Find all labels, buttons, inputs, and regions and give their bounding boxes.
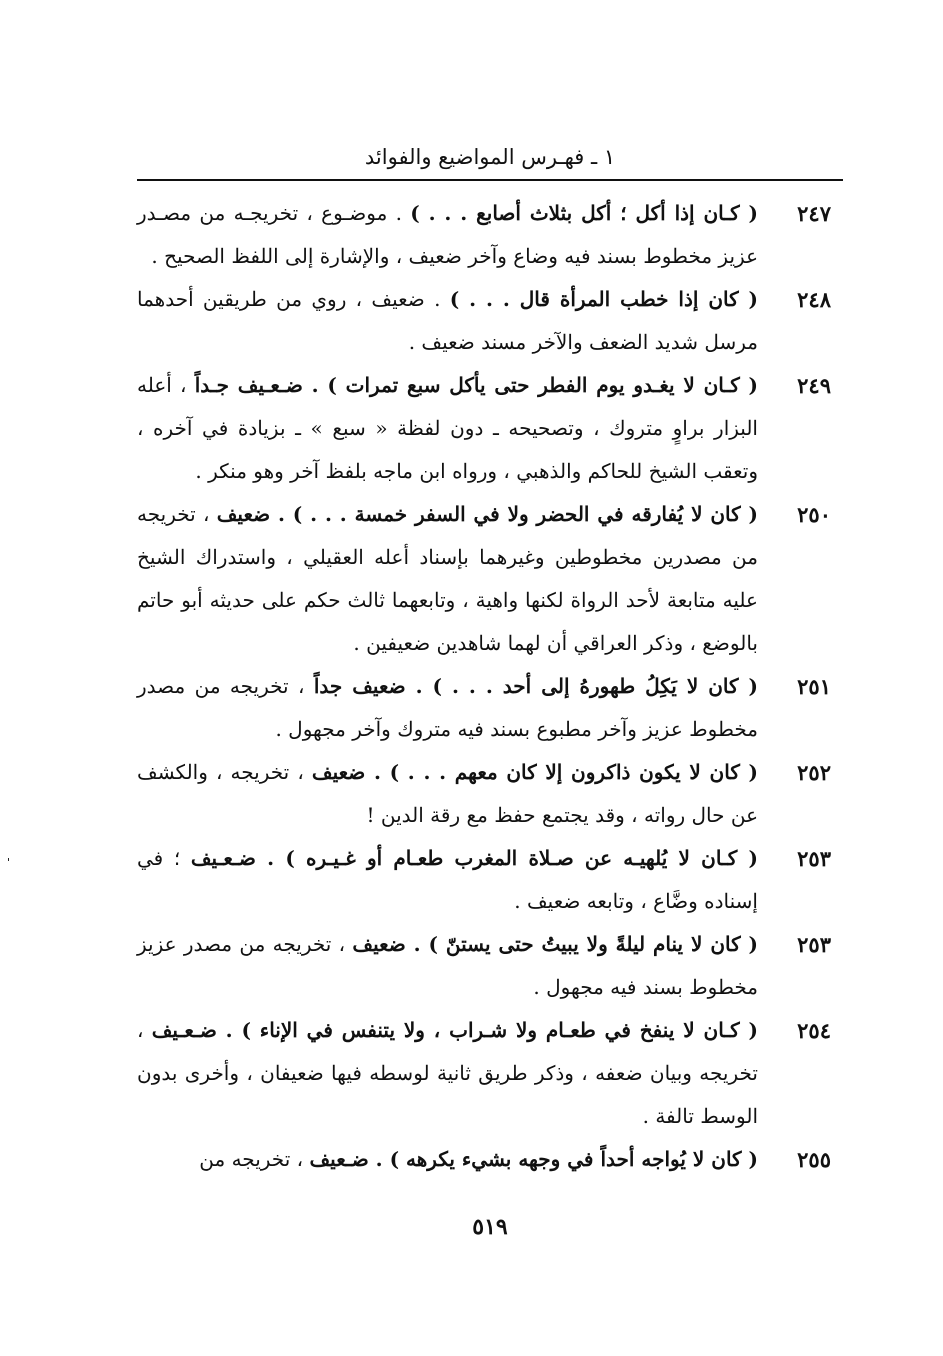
entry-note: ، تخريجه من مصدر عزيز مخطوط بسند فيه مجهول . — [137, 932, 758, 999]
entry-text — [137, 837, 758, 923]
entry-text — [137, 364, 758, 493]
page-header: ١ ـ فهـرس المواضيع والفوائد — [364, 145, 616, 169]
entry-text — [137, 192, 758, 278]
entry-text — [137, 923, 758, 1009]
header-rule — [137, 179, 843, 181]
index-entry — [137, 364, 843, 493]
index-entry — [137, 665, 843, 751]
index-entry — [137, 923, 843, 1009]
index-entry — [137, 751, 843, 837]
scan-speck — [8, 858, 9, 861]
index-entry — [137, 192, 843, 278]
entry-note: ، تخريجه من — [199, 1147, 310, 1171]
entry-title: ( كان لا ينام ليلةً ولا يبيتُ حتى يستنّ ) . ضعيف — [352, 932, 758, 956]
entry-text — [137, 665, 758, 751]
index-entry — [137, 278, 843, 364]
entry-title: ( كـان لا يُلهيـه عن صـلاة المغرب طعـام أو غـيـره ) . ضـعـيف — [190, 846, 758, 870]
entry-text — [137, 278, 758, 364]
entry-title: ( كان لا يكون ذاكرون إلا كان معهم . . . ) . ضعيف — [311, 760, 759, 784]
entry-title: ( كـان لا ينفخ في طعـام ولا شـراب ، ولا يتنفس في الإناء ) . ضـعـيف — [151, 1018, 759, 1042]
entry-number: ٢٥٣ — [797, 846, 831, 871]
entry-text — [137, 493, 758, 665]
entry-number: ٢٥٥ — [797, 1147, 831, 1172]
entry-number: ٢٥٣ — [797, 932, 831, 957]
index-entry — [137, 1009, 843, 1138]
entry-note: ؛ في إسناده وضَّاع ، وتابعه ضعيف . — [137, 846, 758, 913]
entry-title: ( كـان إذا أكل ؛ أكل بثلاث أصابع . . . ) — [410, 201, 758, 225]
entry-title: ( كان لا يَكِلُ طهورهُ إلى أحد . . . ) . ضعيف جداً — [313, 674, 758, 698]
entry-note: ، تخريجه ، والكشف عن حال رواته ، وقد يجتمع حفظ مع رقة الدين ! — [137, 760, 758, 827]
index-entry — [137, 493, 843, 665]
entry-title: ( كان لا يُواجه أحداً في وجهه بشيء يكرهه ) . ضـعيف — [309, 1147, 758, 1171]
entry-text — [137, 1009, 758, 1138]
entry-note: ، تخريجه من مصدرين مخطوطين وغيرهما بإسناد أعله العقيلي ، واستدراك الشيخ عليه متابعة لأحد الرواة لكنها واهية ، وتابعهما ثالث حكم على حديثه أبو حاتم بالوضع ، وذكر العراقي أن لهما شاهدين ضعيفين . — [137, 502, 758, 655]
entry-number: ٢٥٢ — [797, 760, 831, 785]
entry-number: ٢٥١ — [797, 674, 831, 699]
index-entries — [137, 192, 843, 1181]
entry-number: ٢٤٧ — [797, 201, 831, 226]
entry-text — [137, 751, 758, 837]
entry-note: ، تخريجه وبيان ضعفه ، وذكر طريق ثانية لوسطه فيها ضعيفان ، وأخرى بدون الوسط تالفة . — [137, 1018, 758, 1128]
entry-number: ٢٥٤ — [797, 1018, 831, 1043]
entry-number: ٢٥٠ — [797, 502, 831, 527]
entry-note: ، تخريجه من مصدر مخطوط عزيز وآخر مطبوع بسند فيه متروك وآخر مجهول . — [137, 674, 758, 741]
index-entry — [137, 1138, 843, 1181]
page-number: ٥١٩ — [472, 1214, 508, 1240]
entry-number: ٢٤٩ — [797, 373, 831, 398]
entry-text — [137, 1138, 758, 1181]
entry-note: ، أعله البزار براوٍ متروك ، وتصحيحه ـ دون لفظة « سبع » ـ بزيادة في آخره ، وتعقب الشيخ للحاكم والذهبي ، ورواه ابن ماجه بلفظ آخر وهو منكر . — [137, 373, 758, 483]
entry-title: ( كـان لا يغـدو يوم الفطر حتى يأكل سبع تمرات ) . ضـعـيف جـداً — [194, 373, 758, 397]
entry-note: . ضعيف ، روي من طريقين أحدهما مرسل شديد الضعف والآخر مسند ضعيف . — [137, 287, 758, 354]
entry-title: ( كان إذا خطب المرأة قال . . . ) — [449, 287, 758, 311]
entry-note: . موضـوع ، تخريجـه من مصـدر عزيز مخطوط بسند فيه وضاع وآخر ضعيف ، والإشارة إلى اللفظ الصحيح . — [137, 201, 758, 268]
index-entry — [137, 837, 843, 923]
entry-number: ٢٤٨ — [797, 287, 831, 312]
entry-title: ( كان لا يُفارقه في الحضر ولا في السفر خمسة . . . ) . ضعيف — [216, 502, 758, 526]
